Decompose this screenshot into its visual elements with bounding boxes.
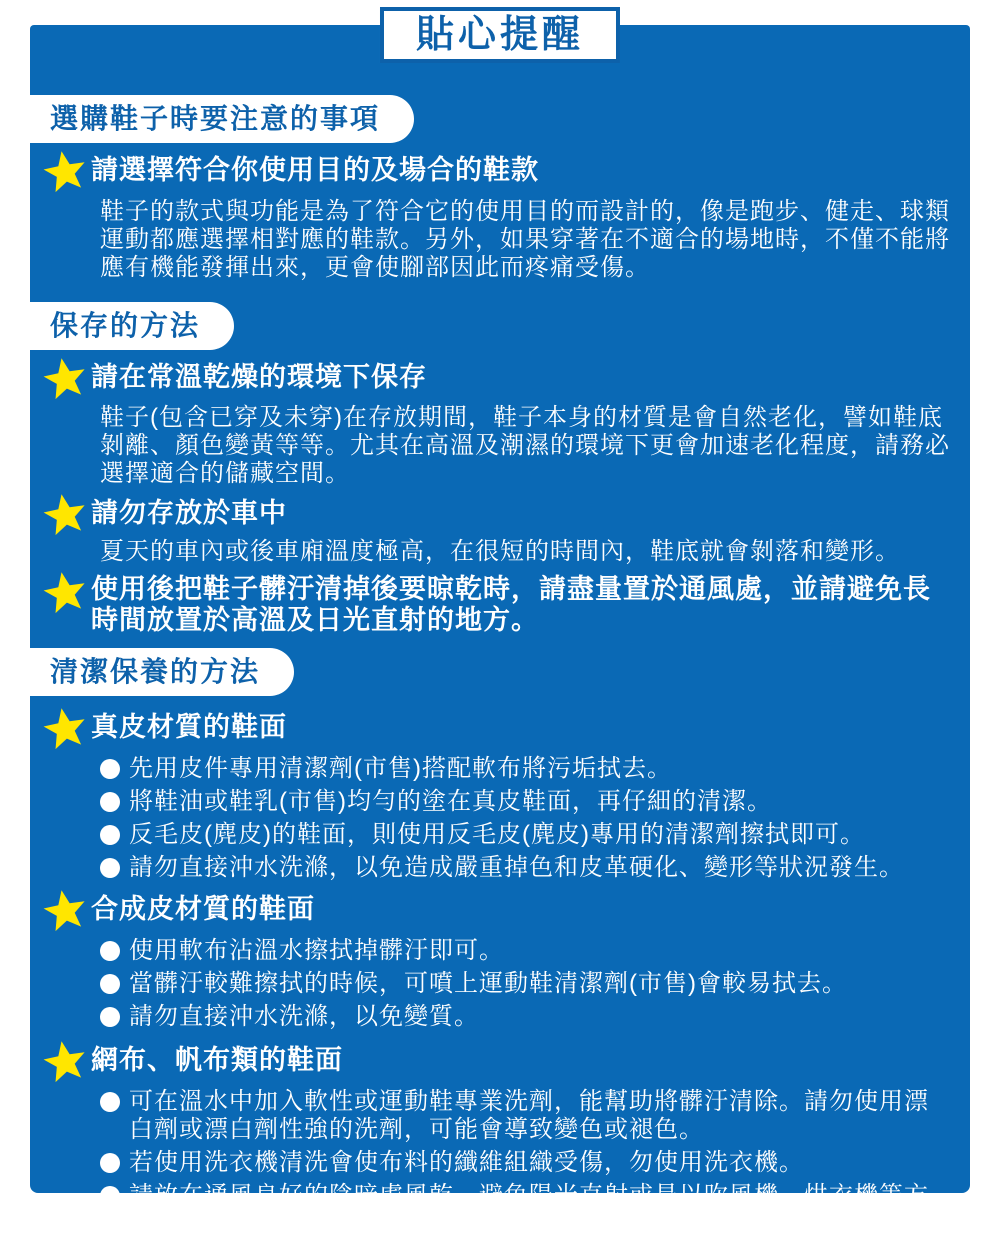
bullet-text: 可在溫水中加入軟性或運動鞋專業洗劑，能幫助將髒汙清除。請勿使用漂白劑或漂白劑性強的洗劑，可能會導致變色或褪色。 [129, 1088, 929, 1143]
star-icon [41, 148, 89, 195]
bullet-text: 請勿直接沖水洗滌，以免變質。 [129, 1003, 479, 1030]
section-shoe-selection [30, 95, 970, 143]
star-item-heading: 真皮材質的鞋面 [91, 712, 287, 742]
list-item [100, 1088, 952, 1144]
list-item [100, 970, 952, 998]
bullet-dot-icon [100, 858, 120, 878]
bullet-text: 反毛皮(麂皮)的鞋面，則使用反毛皮(麂皮)專用的清潔劑擦拭即可。 [129, 821, 865, 848]
bullet-text: 當髒汙較難擦拭的時候，可噴上運動鞋清潔劑(市售)會較易拭去。 [129, 970, 847, 997]
star-icon [41, 705, 89, 752]
list-item [100, 821, 952, 849]
list-item [100, 854, 952, 882]
star-icon [41, 569, 89, 616]
star-item [44, 360, 950, 398]
list-item [100, 1003, 952, 1031]
bullet-list [100, 755, 952, 882]
star-item [44, 710, 950, 748]
bullet-text: 先用皮件專用清潔劑(市售)搭配軟布將污垢拭去。 [129, 755, 672, 782]
section-heading-pill: 選購鞋子時要注意的事項 [30, 95, 414, 143]
star-icon [41, 1038, 89, 1085]
star-icon [41, 355, 89, 402]
bullet-dot-icon [100, 792, 120, 812]
star-icon [41, 887, 89, 934]
bullet-dot-icon [100, 974, 120, 994]
list-item [100, 755, 952, 783]
list-item [100, 937, 952, 965]
bullet-dot-icon [100, 1092, 120, 1112]
star-item-heading: 使用後把鞋子髒汙清掉後要晾乾時，請盡量置於通風處，並請避免長時間放置於高溫及日光直射的地方。 [91, 574, 931, 635]
paragraph: 鞋子的款式與功能是為了符合它的使用目的而設計的，像是跑步、健走、球類運動都應選擇相對應的鞋款。另外，如果穿著在不適合的場地時，不僅不能將應有機能發揮出來，更會使腳部因此而疼痛受傷。 [100, 198, 950, 281]
bullet-text: 使用軟布沾溫水擦拭掉髒汙即可。 [129, 937, 504, 964]
list-item [100, 1149, 952, 1177]
bullet-dot-icon [100, 1153, 120, 1173]
bullet-dot-icon [100, 1007, 120, 1027]
star-item [44, 574, 950, 636]
star-item-heading: 請在常溫乾燥的環境下保存 [91, 362, 427, 392]
bullet-dot-icon [100, 825, 120, 845]
section-storage [30, 302, 970, 350]
star-item-heading: 請勿存放於車中 [91, 498, 287, 528]
star-item [44, 496, 950, 534]
bullet-text: 請勿直接沖水洗滌，以免造成嚴重掉色和皮革硬化、變形等狀況發生。 [129, 854, 904, 881]
content-board [30, 25, 970, 1237]
star-item-heading: 請選擇符合你使用目的及場合的鞋款 [91, 155, 539, 185]
bullet-list [100, 937, 952, 1031]
bullet-text: 若使用洗衣機清洗會使布料的纖維組織受傷，勿使用洗衣機。 [129, 1149, 804, 1176]
paragraph: 鞋子(包含已穿及未穿)在存放期間，鞋子本身的材質是會自然老化，譬如鞋底剝離、顏色變黃等等。尤其在高溫及潮濕的環境下更會加速老化程度，請務必選擇適合的儲藏空間。 [100, 404, 950, 487]
bullet-dot-icon [100, 1186, 120, 1206]
star-item [44, 153, 950, 191]
paragraph: 夏天的車內或後車廂溫度極高，在很短的時間內，鞋底就會剝落和變形。 [100, 538, 900, 565]
bullet-text: 將鞋油或鞋乳(市售)均勻的塗在真皮鞋面，再仔細的清潔。 [129, 788, 772, 815]
section-heading-pill: 保存的方法 [30, 302, 234, 350]
star-item-heading: 網布、帆布類的鞋面 [91, 1045, 343, 1075]
list-item [100, 1182, 952, 1238]
list-item [100, 788, 952, 816]
section-heading-pill: 清潔保養的方法 [30, 648, 294, 696]
star-icon [41, 491, 89, 538]
bullet-text: 請放在通風良好的陰暗處風乾。避免陽光直射或是以吹風機、烘衣機等方式烘乾造成變型、縮水、變色和鞋底剝離的情況發生。 [129, 1182, 929, 1237]
section-cleaning [30, 648, 970, 696]
bullet-dot-icon [100, 941, 120, 961]
star-item-heading: 合成皮材質的鞋面 [91, 894, 315, 924]
bullet-dot-icon [100, 759, 120, 779]
page-title: 貼心提醒 [380, 7, 620, 63]
bullet-list [100, 1088, 952, 1238]
star-item [44, 1043, 950, 1081]
star-item [44, 892, 950, 930]
